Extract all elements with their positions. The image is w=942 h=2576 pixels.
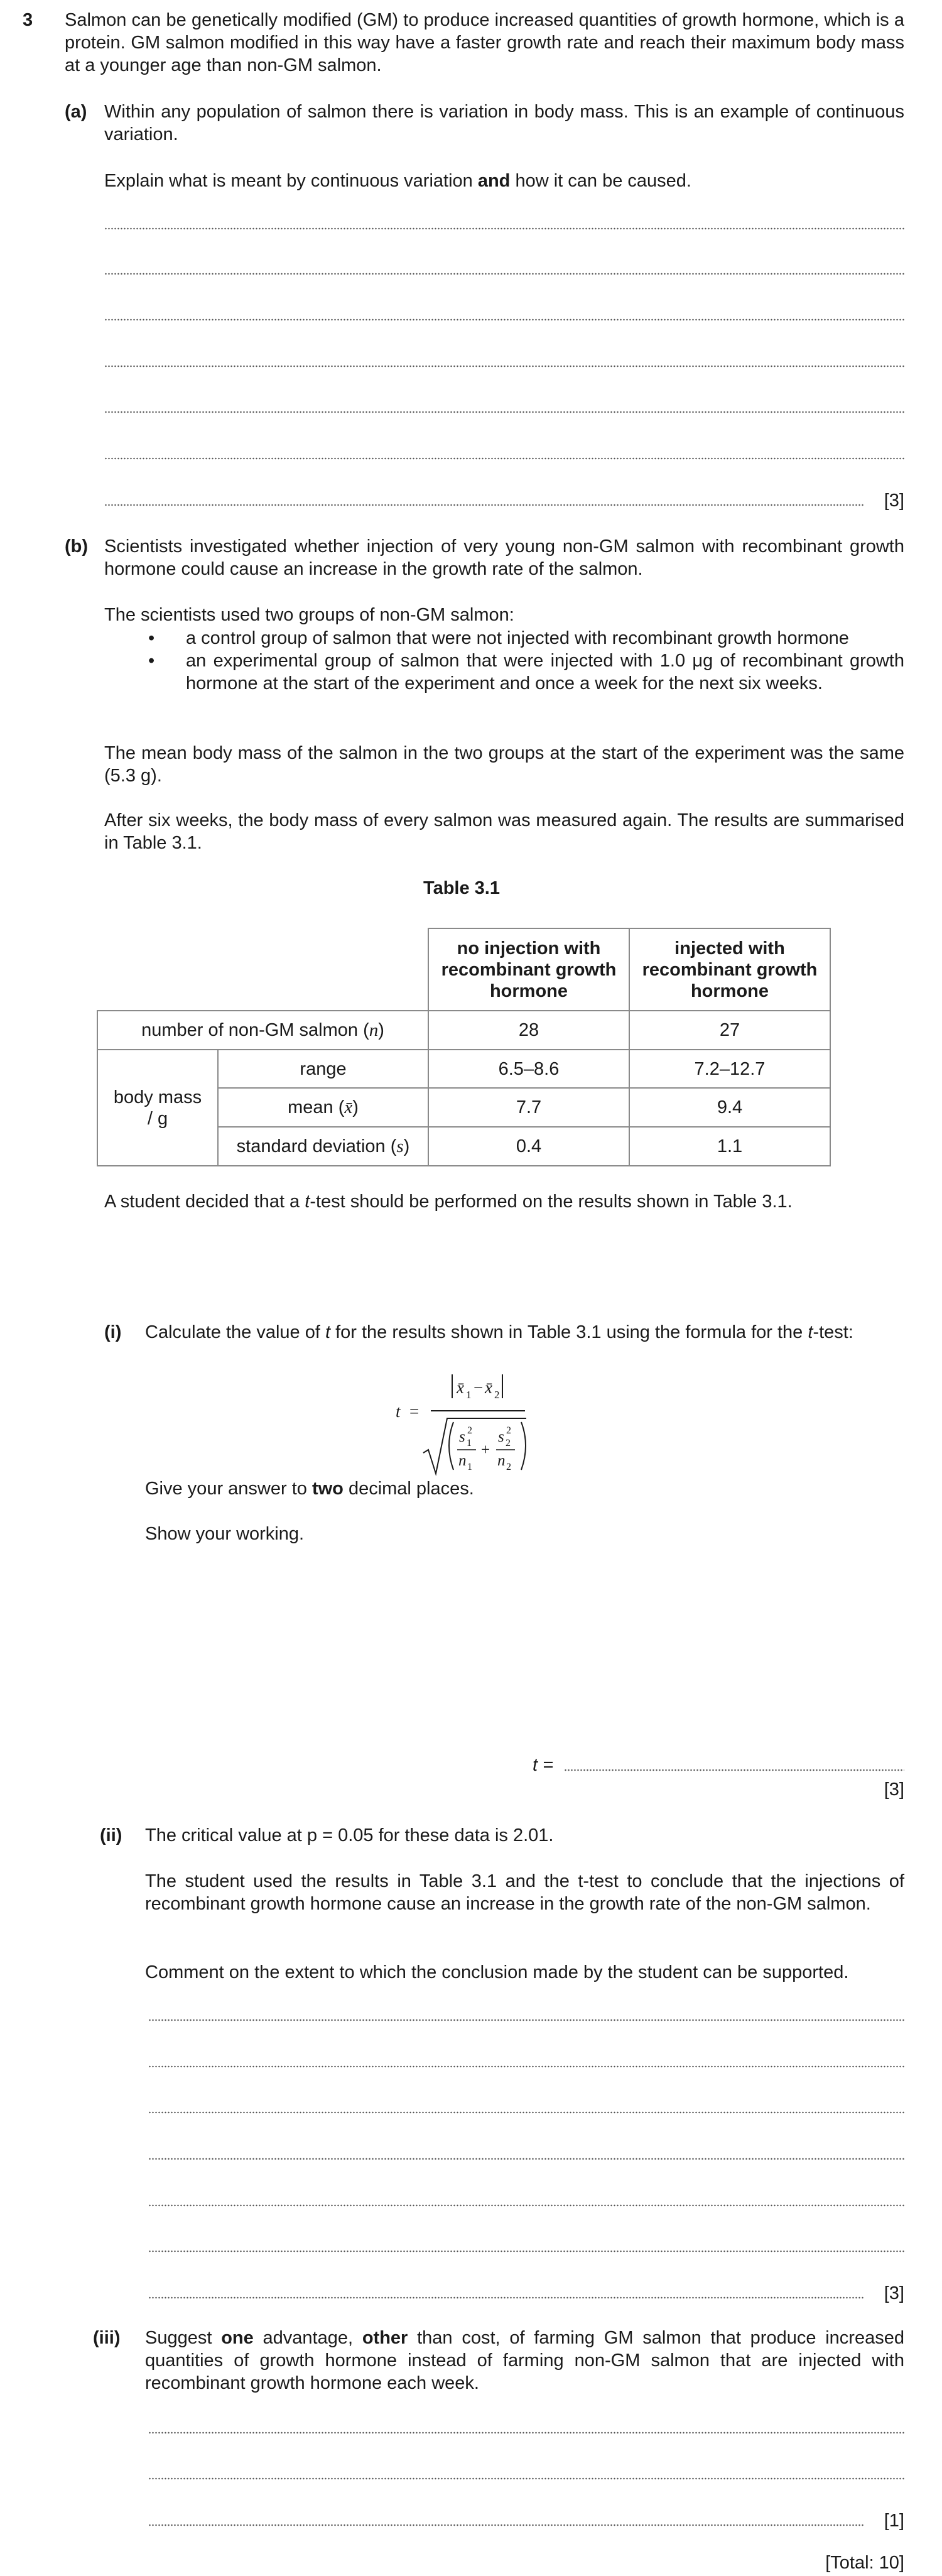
body-mass-label: body mass — [113, 1087, 202, 1107]
answer-line-iii3[interactable] — [148, 2524, 864, 2526]
answer-line-ii3[interactable] — [148, 2111, 904, 2114]
part-b-ii-marks: [3] — [884, 2283, 904, 2303]
part-a-marks: [3] — [884, 491, 904, 511]
header-no-injection: no injection with recombinant growth hormone — [428, 928, 629, 1011]
mean-symbol: x̄ — [344, 1097, 353, 1117]
part-b-i-calc — [145, 1321, 904, 1344]
answer-line-iii2[interactable] — [148, 2477, 904, 2480]
formula-s1-sq: 2 — [467, 1425, 472, 1436]
sd-close: ) — [403, 1136, 410, 1156]
formula-minus: − — [474, 1378, 484, 1397]
formula-n1-sub: 1 — [467, 1462, 472, 1472]
t-answer-label: t = — [533, 1755, 554, 1775]
range-label: range — [218, 1050, 428, 1088]
part-b-groups-intro: The scientists used two groups of non-GM salmon: — [104, 605, 514, 625]
bullet-experimental-group: • an experimental group of salmon that were injected with 1.0 μg of recombinant growth hormone at the start of the experiment and once a week for the next six weeks. — [104, 649, 904, 695]
range-control: 6.5–8.6 — [428, 1050, 629, 1088]
answer-line-ii6[interactable] — [148, 2250, 904, 2253]
part-b-ii-comment: Comment on the extent to which the conclusion made by the student can be supported. — [145, 1962, 849, 1982]
answer-line-ii7[interactable] — [148, 2296, 864, 2299]
row-n-symbol: n — [369, 1020, 379, 1040]
paren-left — [449, 1422, 453, 1470]
calc-t: t — [325, 1322, 331, 1342]
answer-line-ii5[interactable] — [148, 2204, 904, 2207]
part-a-task-bold: and — [477, 171, 511, 191]
formula-plus: + — [481, 1442, 490, 1459]
part-b-label: (b) — [65, 536, 89, 557]
calc-post: -test: — [813, 1322, 853, 1342]
n-value-injected: 27 — [629, 1011, 830, 1050]
formula-x2: x̄ — [485, 1378, 492, 1397]
calc-mid: for the results shown in Table 3.1 using the formula for the — [330, 1322, 808, 1342]
student-post: -test should be performed on the results shown in Table 3.1. — [310, 1192, 793, 1212]
part-b-after-six: After six weeks, the body mass of every salmon was measured again. The results are summarised in Table 3.1. — [104, 810, 904, 853]
formula-s1-sub: 1 — [467, 1438, 472, 1448]
formula-n2: n — [497, 1452, 506, 1469]
answer-line-a3[interactable] — [104, 318, 904, 321]
paren-right — [521, 1422, 526, 1470]
total-marks: [Total: 10] — [825, 2553, 904, 2573]
answer-line-a6[interactable] — [104, 457, 904, 460]
formula-sub2: 2 — [494, 1389, 500, 1401]
part-b-ii-label: (ii) — [100, 1825, 122, 1845]
body-mass-group-label — [97, 1050, 218, 1166]
iii-bold-other: other — [362, 2328, 408, 2348]
part-b-iii-label: (iii) — [93, 2328, 121, 2348]
t-test-formula — [377, 1362, 565, 1481]
n-value-control: 28 — [428, 1011, 629, 1050]
formula-x1: x̄ — [457, 1378, 464, 1397]
part-a-task-pre: Explain what is meant by continuous variation — [104, 171, 478, 191]
sd-symbol: s — [396, 1136, 404, 1156]
row-n-text: number of non-GM salmon ( — [141, 1020, 369, 1040]
student-ttest-statement — [104, 1190, 904, 1213]
answer-line-a4[interactable] — [104, 365, 904, 367]
part-b-i-working: Show your working. — [145, 1524, 305, 1544]
part-a-task — [104, 170, 904, 192]
answer-line-a2[interactable] — [104, 273, 904, 275]
part-a-stem: Within any population of salmon there is variation in body mass. This is an example of continuous variation. — [104, 102, 904, 144]
answer-line-a5[interactable] — [104, 411, 904, 413]
answer-line-ii2[interactable] — [148, 2065, 904, 2068]
dp-post: decimal places. — [343, 1479, 474, 1499]
iii-post: than cost, of farming GM salmon that produce increased quantities of growth hormone instead of farming non-GM salmon that are injected with recombinant growth hormone each week. — [145, 2328, 904, 2393]
formula-s1: s — [459, 1428, 465, 1445]
part-b-iii-text — [145, 2327, 904, 2394]
mean-text: mean ( — [288, 1097, 345, 1117]
part-b-i-label: (i) — [104, 1322, 122, 1342]
row-n-label — [97, 1011, 428, 1050]
t-answer-line[interactable] — [564, 1769, 904, 1771]
table-caption: Table 3.1 — [423, 878, 500, 898]
header-injected: injected with recombinant growth hormone — [629, 928, 830, 1011]
mean-control: 7.7 — [428, 1088, 629, 1127]
groups-list — [104, 627, 904, 695]
student-pre: A student decided that a — [104, 1192, 305, 1212]
answer-line-ii4[interactable] — [148, 2158, 904, 2160]
calc-t2: t — [808, 1322, 813, 1342]
results-table — [97, 928, 831, 1166]
sd-label — [218, 1127, 428, 1166]
row-n-close: ) — [378, 1020, 384, 1040]
formula-n2-sub: 2 — [506, 1462, 511, 1472]
iii-pre: Suggest — [145, 2328, 222, 2348]
formula-t: t — [396, 1402, 401, 1421]
formula-eq: = — [409, 1402, 420, 1421]
answer-line-ii1[interactable] — [148, 2019, 904, 2021]
sd-text: standard deviation ( — [236, 1136, 397, 1156]
mean-label — [218, 1088, 428, 1127]
calc-pre: Calculate the value of — [145, 1322, 325, 1342]
bullet-control-group: • a control group of salmon that were not injected with recombinant growth hormone — [104, 627, 904, 649]
answer-line-a1[interactable] — [104, 227, 904, 230]
question-number: 3 — [23, 10, 33, 30]
answer-line-iii1[interactable] — [148, 2432, 904, 2434]
part-b-i-marks: [3] — [884, 1780, 904, 1800]
formula-s2: s — [498, 1428, 504, 1445]
body-mass-unit: / g — [147, 1108, 168, 1129]
dp-bold: two — [311, 1479, 344, 1499]
formula-n1: n — [458, 1452, 467, 1469]
mean-close: ) — [352, 1097, 359, 1117]
part-b-stem: Scientists investigated whether injection of very young non-GM salmon with recombinant growth hormone could cause an increase in the growth rate of the salmon. — [104, 536, 904, 579]
part-a-label: (a) — [65, 102, 87, 122]
iii-bold-one: one — [221, 2328, 254, 2348]
formula-sub1: 1 — [466, 1389, 472, 1401]
formula-s2-sub: 2 — [506, 1438, 511, 1448]
mean-injected: 9.4 — [629, 1088, 830, 1127]
part-b-i-dp — [145, 1477, 904, 1500]
student-t: t — [305, 1192, 310, 1212]
part-b-ii-critical: The critical value at p = 0.05 for these data is 2.01. — [145, 1825, 554, 1845]
part-b-ii-student-conclusion: The student used the results in Table 3.1 and the t-test to conclude that the injections of recombinant growth hormone cause an increase in the growth rate of the non-GM salmon. — [145, 1871, 904, 1914]
range-injected: 7.2–12.7 — [629, 1050, 830, 1088]
dp-pre: Give your answer to — [145, 1479, 312, 1499]
question-intro: Salmon can be genetically modified (GM) to produce increased quantities of growth hormone, which is a protein. GM salmon modified in this way have a faster growth rate and reach their maximum body mass at a younger age than non-GM salmon. — [65, 10, 904, 75]
iii-mid: advantage, — [253, 2328, 362, 2348]
part-b-iii-marks: [1] — [884, 2511, 904, 2531]
answer-line-a7[interactable] — [104, 504, 864, 506]
sd-injected: 1.1 — [629, 1127, 830, 1166]
formula-s2-sq: 2 — [506, 1425, 511, 1436]
table-corner — [97, 928, 428, 1011]
sd-control: 0.4 — [428, 1127, 629, 1166]
part-a-task-post: how it can be caused. — [510, 171, 691, 191]
part-b-mean-start: The mean body mass of the salmon in the two groups at the start of the experiment was the same (5.3 g). — [104, 743, 904, 786]
